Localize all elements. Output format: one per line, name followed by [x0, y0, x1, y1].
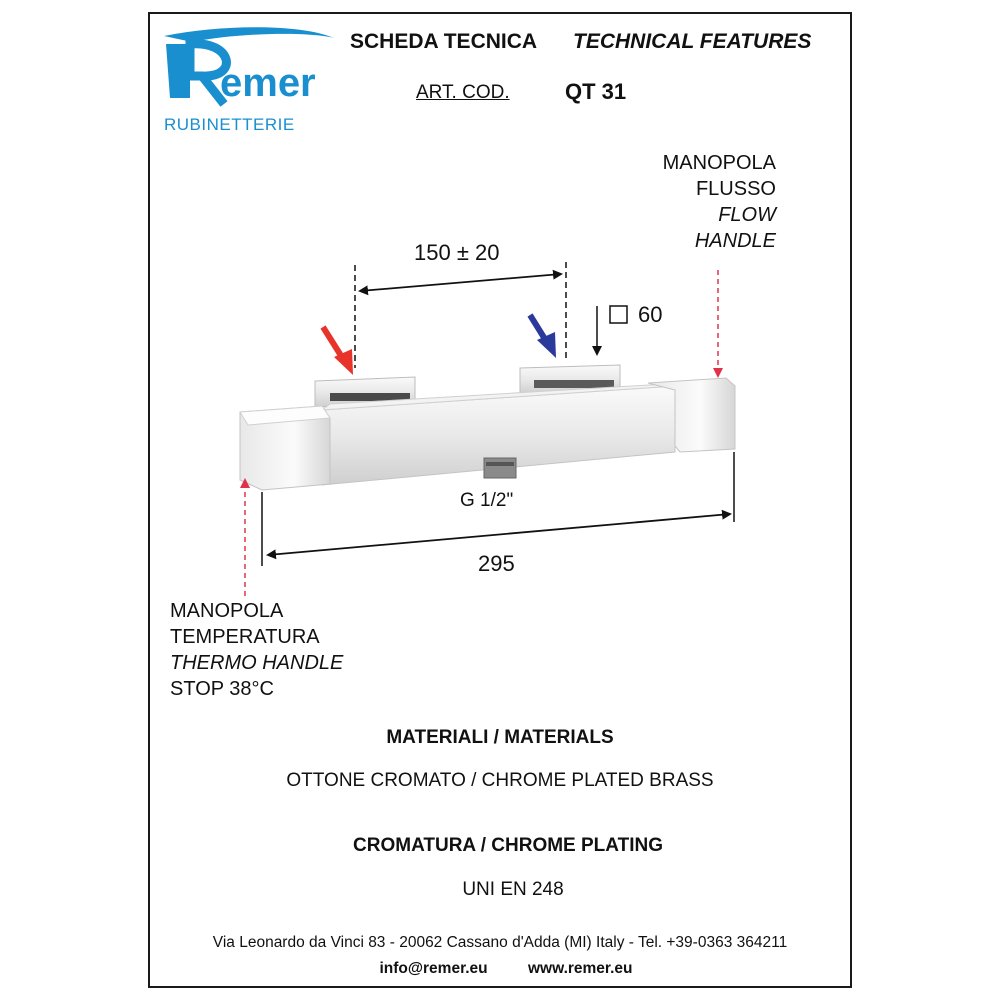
email-link[interactable]: info@remer.eu	[379, 960, 488, 977]
thermo-handle-line-3: THERMO HANDLE	[170, 652, 344, 674]
thermo-handle-callout	[170, 598, 343, 702]
plating-title: CROMATURA / CHROME PLATING	[353, 835, 663, 856]
square-size-label: 60	[638, 302, 663, 327]
contact-links	[0, 960, 1000, 978]
title-italian: SCHEDA TECNICA	[350, 30, 538, 53]
inlet-distance-label: 150 ± 20	[414, 240, 500, 265]
outlet-thread-label: G 1/2"	[460, 490, 514, 511]
company-address: Via Leonardo da Vinci 83 - 20062 Cassano d'Adda (MI) Italy - Tel. +39-0363 364211	[212, 934, 788, 951]
thermo-handle-line-4: STOP 38°C	[170, 678, 274, 700]
overall-length-label: 295	[478, 551, 515, 576]
thermo-handle-line-2: TEMPERATURA	[170, 626, 320, 648]
hot-inlet-arrow	[323, 327, 353, 375]
article-code-value: QT 31	[565, 79, 627, 104]
thermostatic-mixer-body	[240, 365, 735, 490]
flow-handle-line-3: FLOW	[718, 204, 776, 226]
svg-text:RUBINETTERIE: RUBINETTERIE	[164, 115, 295, 134]
materials-value: OTTONE CROMATO / CHROME PLATED BRASS	[286, 770, 714, 791]
svg-text:emer: emer	[220, 61, 316, 105]
flow-handle-callout	[663, 150, 776, 254]
square-symbol	[610, 306, 627, 323]
flow-handle-line-2: FLUSSO	[695, 178, 776, 200]
thermo-handle-line-1: MANOPOLA	[170, 600, 284, 622]
website-link[interactable]: www.remer.eu	[527, 960, 633, 977]
plating-value: UNI EN 248	[462, 879, 564, 900]
cold-inlet-arrow	[530, 315, 556, 358]
materials-title: MATERIALI / MATERIALS	[386, 727, 614, 748]
flow-handle-line-4: HANDLE	[694, 230, 776, 252]
flow-handle-line-1: MANOPOLA	[662, 152, 776, 174]
title-english: TECHNICAL FEATURES	[573, 30, 812, 53]
inlet-distance-dimension	[355, 262, 566, 368]
article-code-label: ART. COD.	[416, 82, 510, 103]
square-size-dimension	[597, 306, 627, 354]
